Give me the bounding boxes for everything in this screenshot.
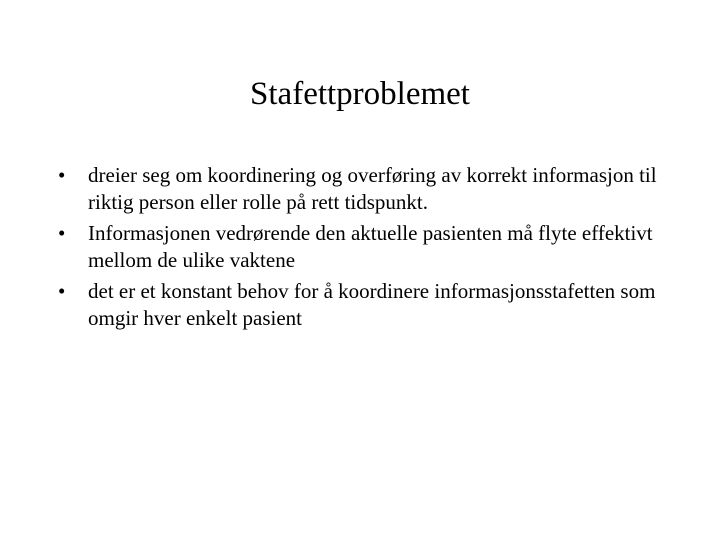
bullet-marker: •	[58, 279, 66, 303]
bullet-item	[58, 162, 678, 216]
bullet-list	[58, 162, 678, 336]
bullet-marker: •	[58, 163, 66, 187]
bullet-text: dreier seg om koordinering og overføring av korrekt informasjon til riktig person eller rolle på rett tidspunkt.	[88, 163, 657, 214]
bullet-item	[58, 278, 678, 332]
slide-title: Stafettproblemet	[250, 76, 470, 112]
bullet-item	[58, 220, 678, 274]
bullet-text: Informasjonen vedrørende den aktuelle pasienten må flyte effektivt mellom de ulike vaktene	[88, 221, 653, 272]
bullet-text: det er et konstant behov for å koordinere informasjonsstafetten som omgir hver enkelt pasient	[88, 279, 656, 330]
bullet-marker: •	[58, 221, 66, 245]
